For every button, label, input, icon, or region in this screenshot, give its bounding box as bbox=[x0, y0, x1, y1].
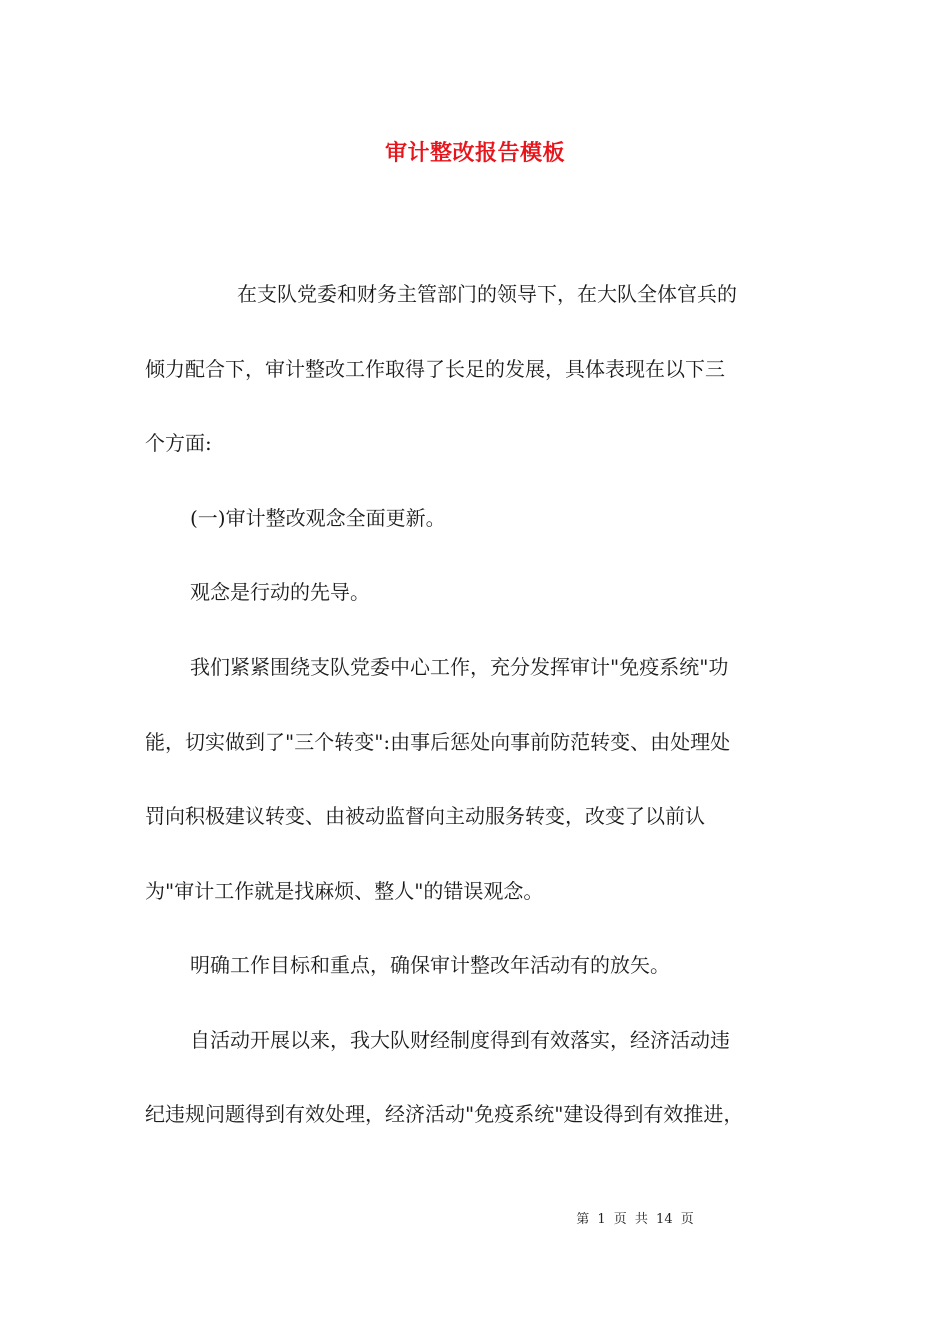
body-line-6: 我们紧紧围绕支队党委中心工作，充分发挥审计"免疫系统"功 bbox=[190, 655, 729, 679]
body-line-8: 罚向积极建议转变、由被动监督向主动服务转变，改变了以前认 bbox=[145, 804, 705, 828]
body-line-12: 纪违规问题得到有效处理，经济活动"免疫系统"建设得到有效推进， bbox=[145, 1102, 744, 1126]
document-title: 审计整改报告模板 bbox=[384, 140, 565, 166]
body-line-9: 为"审计工作就是找麻烦、整人"的错误观念。 bbox=[145, 879, 544, 903]
body-line-5: 观念是行动的先导。 bbox=[190, 580, 370, 604]
body-line-4: (一)审计整改观念全面更新。 bbox=[190, 506, 446, 530]
body-line-3: 个方面: bbox=[145, 431, 212, 455]
body-line-1: 在支队党委和财务主管部门的领导下，在大队全体官兵的 bbox=[237, 282, 737, 306]
page-number-footer: 第 1 页 共 14 页 bbox=[576, 1212, 694, 1227]
body-line-11: 自活动开展以来，我大队财经制度得到有效落实，经济活动违 bbox=[190, 1028, 730, 1052]
body-line-2: 倾力配合下，审计整改工作取得了长足的发展，具体表现在以下三 bbox=[145, 357, 725, 381]
body-line-7: 能，切实做到了"三个转变":由事后惩处向事前防范转变、由处理处 bbox=[145, 730, 731, 754]
body-line-10: 明确工作目标和重点，确保审计整改年活动有的放矢。 bbox=[190, 953, 670, 977]
